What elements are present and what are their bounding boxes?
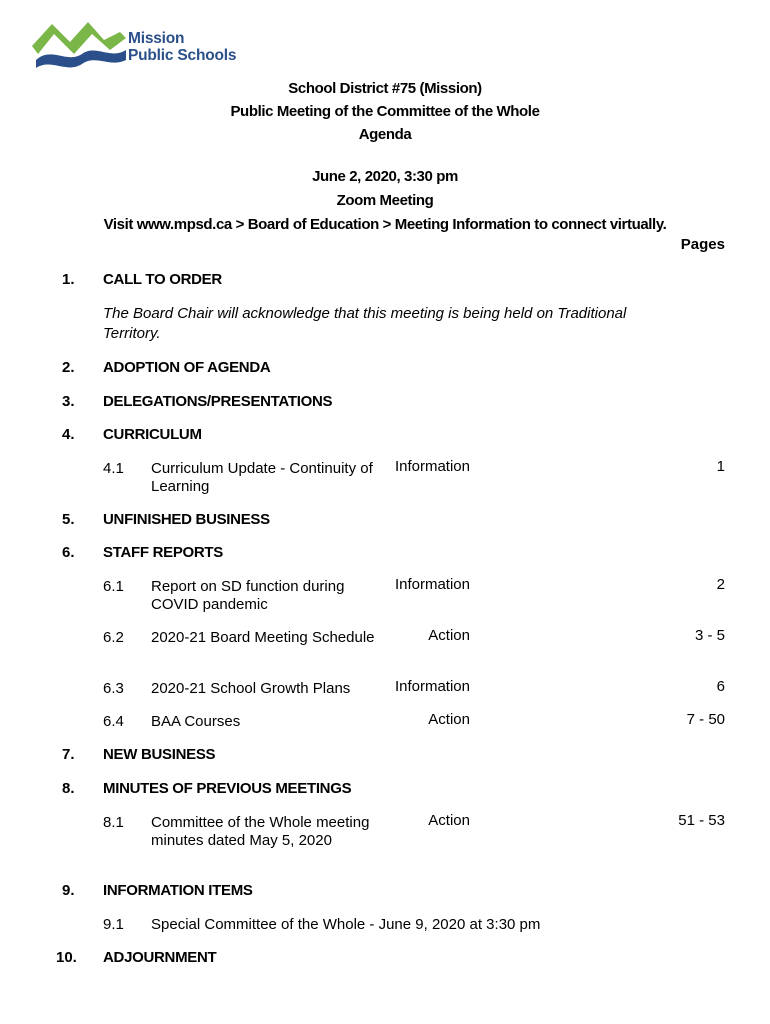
section-number: 10. [56, 949, 77, 966]
item-number: 6.4 [103, 713, 124, 730]
section-number: 4. [62, 426, 75, 443]
item-title: 2020-21 School Growth Plans [151, 680, 351, 697]
section-adjournment: ADJOURNMENT [103, 949, 217, 966]
logo-text [128, 30, 236, 64]
item-number: 6.2 [103, 629, 124, 646]
item-title: Special Committee of the Whole - June 9, 2020 at 3:30 pm [151, 916, 541, 933]
mission-public-schools-logo [30, 16, 240, 72]
mountain-logo-icon [30, 16, 130, 72]
document-type: Agenda [358, 126, 412, 143]
section-delegations: DELEGATIONS/PRESENTATIONS [103, 393, 333, 410]
item-title: BAA Courses [151, 713, 241, 730]
item-pages: 51 - 53 [678, 812, 725, 829]
section-number: 1. [62, 271, 75, 288]
section-adoption-of-agenda: ADOPTION OF AGENDA [103, 359, 271, 376]
item-pages: 6 [716, 678, 725, 695]
section-number: 2. [62, 359, 75, 376]
section-number: 3. [62, 393, 75, 410]
district-title: School District #75 (Mission) [288, 80, 482, 97]
section-number: 7. [62, 746, 75, 763]
section-curriculum: CURRICULUM [103, 426, 202, 443]
logo-line2: Public Schools [128, 47, 237, 64]
item-type: Information [394, 458, 470, 475]
item-type: Action [428, 711, 470, 728]
item-number: 4.1 [103, 460, 124, 477]
section-minutes: MINUTES OF PREVIOUS MEETINGS [103, 780, 352, 797]
item-number: 6.3 [103, 680, 124, 697]
section-number: 8. [62, 780, 75, 797]
acknowledgement-note: The Board Chair will acknowledge that this meeting is being held on Traditional Territory. [103, 305, 627, 342]
section-number: 6. [62, 544, 75, 561]
item-title: 2020-21 Board Meeting Schedule [151, 629, 375, 646]
logo-line1: Mission [128, 30, 185, 47]
section-staff-reports: STAFF REPORTS [103, 544, 223, 561]
section-new-business: NEW BUSINESS [103, 746, 216, 763]
item-number: 9.1 [103, 916, 124, 933]
item-title: Report on SD function during COVID pandemic [151, 578, 345, 613]
meeting-date: June 2, 2020, 3:30 pm [312, 168, 458, 185]
section-unfinished-business: UNFINISHED BUSINESS [103, 511, 270, 528]
meeting-location: Zoom Meeting [336, 192, 434, 209]
section-number: 9. [62, 882, 75, 899]
meeting-title: Public Meeting of the Committee of the Whole [230, 103, 540, 120]
item-title: Curriculum Update - Continuity of Learning [151, 460, 373, 495]
item-number: 6.1 [103, 578, 124, 595]
section-information-items: INFORMATION ITEMS [103, 882, 253, 899]
item-title: Committee of the Whole meeting minutes dated May 5, 2020 [151, 814, 370, 849]
section-call-to-order: CALL TO ORDER [103, 271, 222, 288]
connection-instructions: Visit www.mpsd.ca > Board of Education > Meeting Information to connect virtually. [103, 216, 667, 233]
section-number: 5. [62, 511, 75, 528]
item-pages: 3 - 5 [694, 627, 725, 644]
item-pages: 2 [716, 576, 725, 593]
item-number: 8.1 [103, 814, 124, 831]
item-type: Information [394, 576, 470, 593]
pages-column-header: Pages [680, 236, 725, 253]
item-type: Information [394, 678, 470, 695]
item-pages: 7 - 50 [686, 711, 725, 728]
item-pages: 1 [716, 458, 725, 475]
item-type: Action [428, 627, 470, 644]
item-type: Action [428, 812, 470, 829]
